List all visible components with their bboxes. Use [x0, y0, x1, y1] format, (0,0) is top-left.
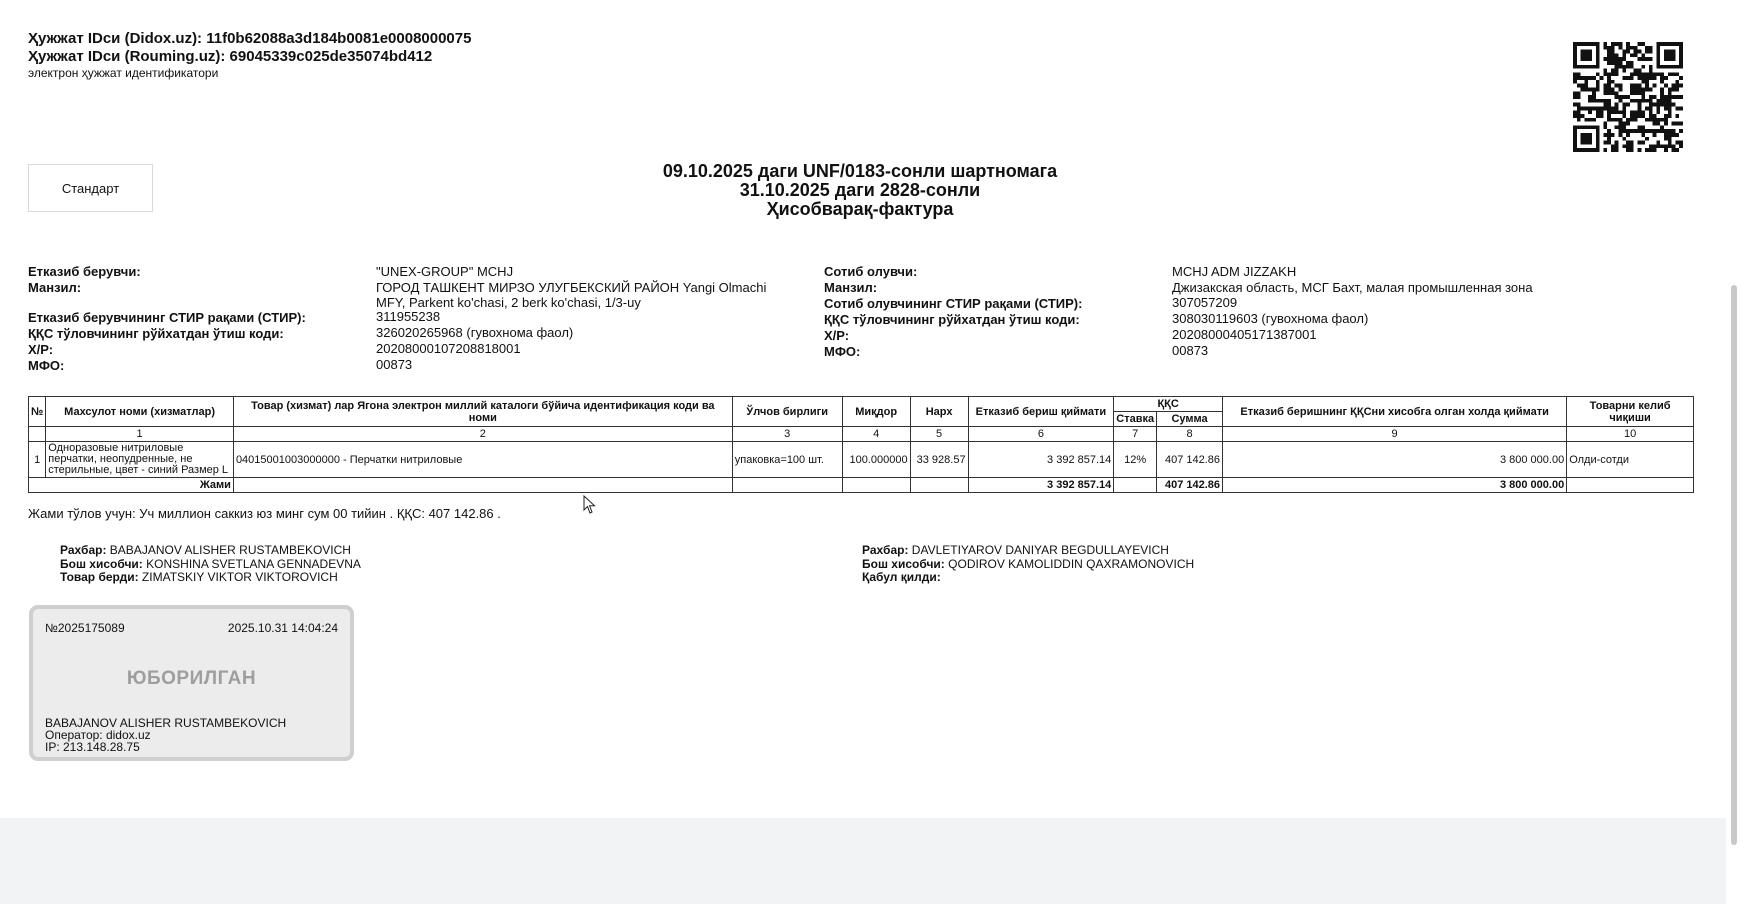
header-vat-rate: Ставка [1114, 412, 1157, 427]
empty-cell [1114, 478, 1157, 493]
column-number: 1 [46, 427, 234, 442]
title-contract: 09.10.2025 даги UNF/0183-сонли шартномага [662, 161, 1058, 181]
buyer-account-label: Х/Р: [824, 328, 850, 343]
sig-received-label: Қабул қилди: [862, 570, 941, 584]
column-number-row [29, 427, 1694, 442]
stamp-operator: Оператор: didox.uz [45, 728, 151, 742]
totals-vat-sum: 407 142.86 [1157, 478, 1223, 493]
header-vat: ҚҚС [1114, 397, 1223, 412]
stamp-status: ЮБОРИЛГАН [126, 668, 257, 689]
title-number: 31.10.2025 даги 2828-сонли [739, 180, 981, 200]
empty-cell [842, 478, 910, 493]
header-unit: Ўлчов бирлиги [732, 397, 842, 427]
sig-head: DAVLETIYAROV DANIYAR BEGDULLAYEVICH [911, 543, 1169, 557]
buyer-mfo-label: МФО: [824, 344, 861, 359]
supplier-name: "UNEX-GROUP" MCHJ [376, 264, 514, 279]
buyer-name-label: Сотиб олувчи: [824, 264, 918, 279]
id-caption: электрон ҳужжат идентификатори [28, 66, 219, 80]
sig-accountant: KONSHINA SVETLANA GENNADEVNA [146, 556, 361, 571]
sig-head: BABAJANOV ALISHER RUSTAMBEKOVICH [109, 543, 351, 557]
row-catalog: 04015001003000000 - Перчатки нитриловые [233, 442, 732, 478]
standard-button[interactable]: Стандарт [28, 164, 153, 212]
sig-released: ZIMATSKIY VIKTOR VIKTOROVICH [141, 570, 338, 584]
rouming-id: Ҳужжат IDси (Rouming.uz): 69045339c025de35074bd412 [28, 48, 433, 65]
buyer-vat: 308030119603 (гувохнома фаол) [1172, 311, 1369, 326]
supplier-address: ГОРОД ТАШКЕНТ МИРЗО УЛУГБЕКСКИЙ РАЙОН Yangi Olmachi MFY, Parkent ko'chasi, 2 berk ko'chasi, 1/3-uy [376, 280, 767, 310]
row-delivery: 3 392 857.14 [968, 442, 1114, 478]
sig-head-label: Рахбар: [862, 543, 909, 557]
buyer-address: Джизакская область, МСГ Бахт, малая промышленная зона [1172, 280, 1533, 295]
row-origin: Олди-сотди [1567, 442, 1694, 478]
empty-cell [1567, 478, 1694, 493]
sum-in-words: Жами тўлов учун: Уч миллион саккиз юз минг сум 00 тийин . ҚҚС: 407 142.86 . [28, 506, 501, 521]
items-table [28, 396, 1694, 493]
column-number: 4 [842, 427, 910, 442]
column-number: 10 [1567, 427, 1694, 442]
didox-id: Ҳужжат IDси (Didox.uz): 11f0b62088a3d184b0081e0008000075 [28, 30, 472, 47]
totals-row [29, 478, 1694, 493]
stamp-signer: BABAJANOV ALISHER RUSTAMBEKOVICH [45, 716, 287, 730]
supplier-vat-label: ҚҚС тўловчининг рўйхатдан ўтиш коди: [28, 326, 284, 341]
stamp-ip: IP: 213.148.28.75 [45, 740, 140, 754]
signatures-supplier [60, 544, 361, 585]
empty-cell [910, 478, 968, 493]
sig-accountant-label: Бош хисобчи: [862, 556, 945, 571]
buyer-mfo: 00873 [1172, 343, 1209, 358]
column-number [29, 427, 46, 442]
electronic-stamp [29, 605, 354, 761]
column-number: 9 [1223, 427, 1567, 442]
stamp-datetime: 2025.10.31 14:04:24 [227, 621, 338, 635]
column-number: 8 [1157, 427, 1223, 442]
row-total: 3 800 000.00 [1223, 442, 1567, 478]
empty-cell [732, 478, 842, 493]
mouse-cursor-icon [583, 495, 597, 515]
row-qty: 100.000000 [842, 442, 910, 478]
supplier-stir-label: Етказиб берувчининг СТИР рақами (СТИР): [28, 310, 306, 325]
header-catalog: Товар (хизмат) лар Ягона электрон миллий каталоги бўйича идентификация коди ва номи [233, 397, 732, 427]
column-number: 2 [233, 427, 732, 442]
supplier-name-label: Етказиб берувчи: [28, 264, 141, 279]
supplier-vat: 326020265968 (гувохнома фаол) [376, 325, 574, 340]
stamp-number: №2025175089 [45, 621, 125, 635]
supplier-account: 20208000107208818001 [376, 341, 521, 356]
column-number: 6 [968, 427, 1114, 442]
supplier-mfo: 00873 [376, 357, 413, 372]
header-name: Махсулот номи (хизматлар) [46, 397, 234, 427]
header-origin: Товарни келиб чиқиши [1567, 397, 1694, 427]
header-price: Нарх [910, 397, 968, 427]
buyer-address-label: Манзил: [824, 280, 878, 295]
empty-cell [233, 478, 732, 493]
header-qty: Миқдор [842, 397, 910, 427]
row-unit: упаковка=100 шт. [732, 442, 842, 478]
totals-label: Жами [29, 478, 234, 493]
scrollbar-thumb[interactable] [1731, 285, 1737, 845]
header-delivery: Етказиб бериш қиймати [968, 397, 1114, 427]
row-no: 1 [29, 442, 46, 478]
sig-released-label: Товар берди: [60, 570, 139, 584]
supplier-address-label: Манзил: [28, 280, 82, 295]
document-ids [28, 30, 471, 80]
buyer-stir: 307057209 [1172, 295, 1238, 310]
totals-delivery: 3 392 857.14 [968, 478, 1114, 493]
document-title [560, 162, 1160, 219]
column-number: 5 [910, 427, 968, 442]
column-number: 7 [1114, 427, 1157, 442]
table-header-row [29, 397, 1694, 412]
buyer-stir-label: Сотиб олувчининг СТИР рақами (СТИР): [824, 296, 1083, 311]
totals-total: 3 800 000.00 [1223, 478, 1567, 493]
row-vat-rate: 12% [1114, 442, 1157, 478]
header-no: № [29, 397, 46, 427]
qr-code [1573, 42, 1683, 152]
row-vat-sum: 407 142.86 [1157, 442, 1223, 478]
sig-head-label: Рахбар: [60, 543, 107, 557]
header-vat-sum: Сумма [1157, 412, 1223, 427]
title-invoice: Ҳисобварақ-фактура [766, 199, 954, 219]
buyer-account: 20208000405171387001 [1172, 327, 1317, 342]
column-number: 3 [732, 427, 842, 442]
buyer-vat-label: ҚҚС тўловчининг рўйхатдан ўтиш коди: [824, 312, 1080, 327]
supplier-stir: 311955238 [376, 309, 441, 324]
supplier-account-label: Х/Р: [28, 342, 54, 357]
row-price: 33 928.57 [910, 442, 968, 478]
buyer-name: MCHJ ADM JIZZAKH [1172, 264, 1297, 279]
sig-accountant-label: Бош хисобчи: [60, 556, 143, 571]
row-name: Одноразовые нитриловые перчатки, неопудренные, не стерильные, цвет - синий Размер L [46, 442, 234, 478]
header-total: Етказиб беришнинг ҚҚСни хисобга олган холда қиймати [1223, 397, 1567, 427]
sig-accountant: QODIROV KAMOLIDDIN QAXRAMONOVICH [948, 556, 1195, 571]
supplier-mfo-label: МФО: [28, 358, 65, 373]
table-row [29, 442, 1694, 478]
signatures-buyer [862, 544, 1194, 585]
